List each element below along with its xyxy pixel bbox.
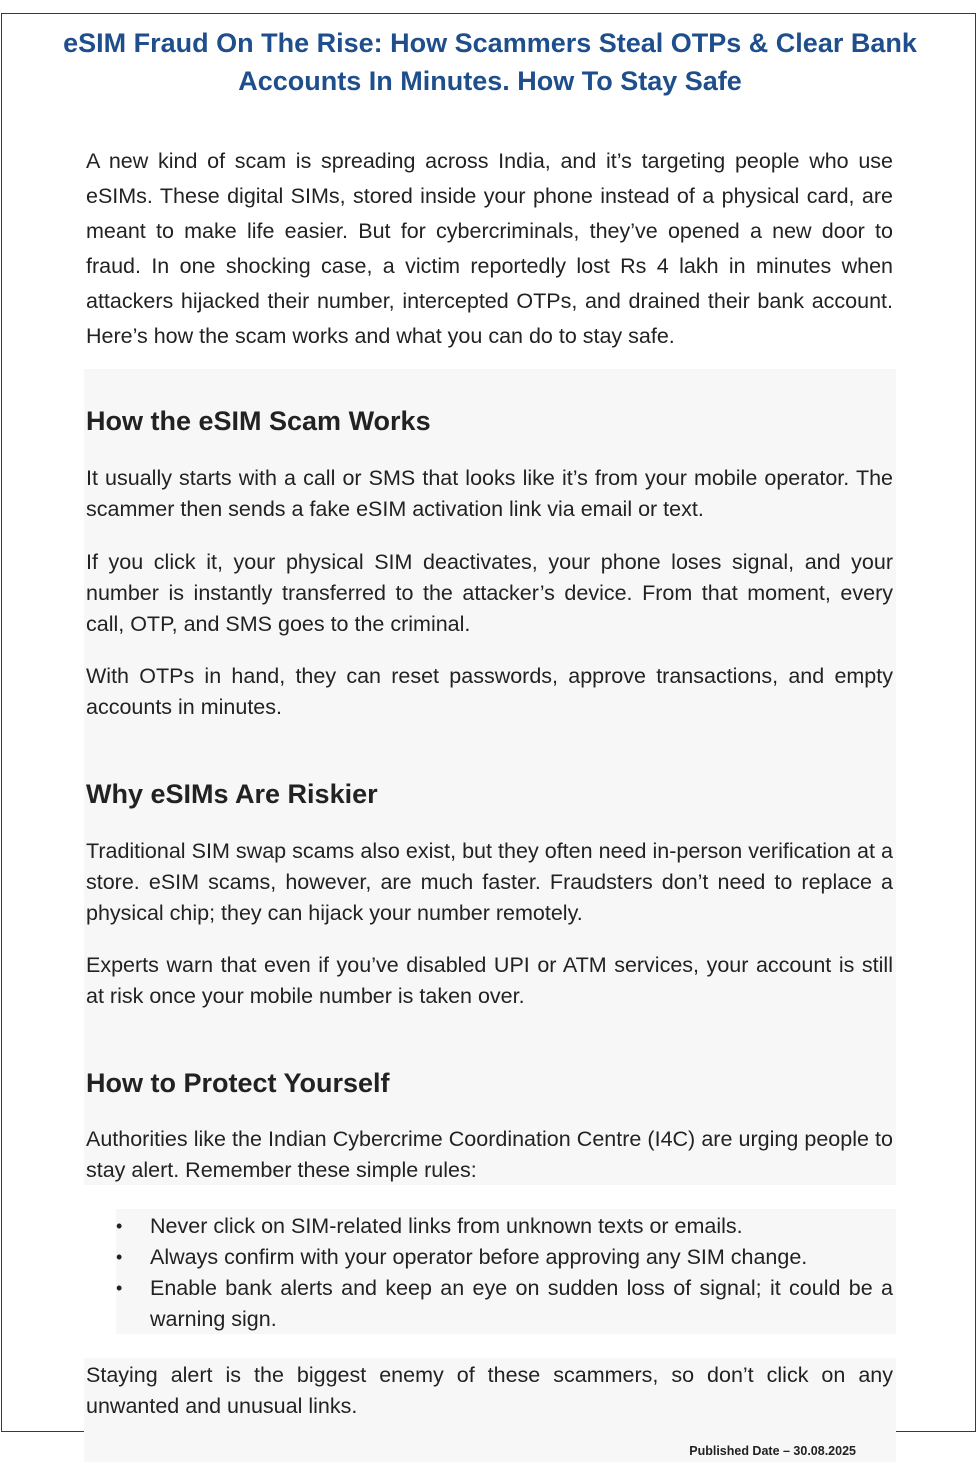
list-item bbox=[116, 1242, 893, 1273]
bullet-icon: • bbox=[116, 1247, 123, 1267]
section-protect-yourself bbox=[86, 1066, 893, 1100]
section-heading: How to Protect Yourself bbox=[86, 1068, 390, 1098]
bullet-icon: • bbox=[116, 1278, 123, 1298]
list-item-text: Always confirm with your operator before approving any SIM change. bbox=[150, 1245, 808, 1269]
section-heading: Why eSIMs Are Riskier bbox=[86, 779, 378, 809]
article-title: eSIM Fraud On The Rise: How Scammers Steal OTPs & Clear Bank Accounts In Minutes. How To Stay Safe bbox=[63, 28, 917, 96]
section-heading: How the eSIM Scam Works bbox=[86, 406, 431, 436]
section2-paragraph-2: Experts warn that even if you’ve disabled UPI or ATM services, your account is still at risk once your mobile number is taken over. bbox=[86, 953, 893, 1008]
section1-paragraph-3: With OTPs in hand, they can reset passwords, approve transactions, and empty accounts in minutes. bbox=[86, 664, 893, 719]
intro-paragraph: A new kind of scam is spreading across India, and it’s targeting people who use eSIMs. These digital SIMs, stored inside your phone instead of a physical card, are meant to make life easier. But for cybercriminals, they’ve opened a new door to fraud. In one shocking case, a victim reportedly lost Rs 4 lakh in minutes when attackers hijacked their number, intercepted OTPs, and drained their bank account. Here’s how the scam works and what you can do to stay safe. bbox=[86, 149, 893, 348]
section2-paragraph-1: Traditional SIM swap scams also exist, but they often need in-person verification at a store. eSIM scams, however, are much faster. Fraudsters don’t need to replace a physical chip; they can hijack your number remotely. bbox=[86, 839, 893, 925]
bullet-icon: • bbox=[116, 1216, 123, 1236]
list-item-text: Enable bank alerts and keep an eye on sudden loss of signal; it could be a warning sign. bbox=[150, 1276, 893, 1331]
section1-paragraph-1: It usually starts with a call or SMS that looks like it’s from your mobile operator. The scammer then sends a fake eSIM activation link via email or text. bbox=[86, 466, 893, 521]
section-why-riskier bbox=[86, 777, 893, 811]
section-how-scam-works bbox=[86, 404, 893, 438]
section1-paragraph-2: If you click it, your physical SIM deactivates, your phone loses signal, and your number is instantly transferred to the attacker’s device. From that moment, every call, OTP, and SMS goes to the criminal. bbox=[86, 550, 893, 636]
list-item bbox=[116, 1273, 893, 1335]
safety-rules-list bbox=[116, 1211, 893, 1335]
list-item-text: Never click on SIM-related links from unknown texts or emails. bbox=[150, 1214, 743, 1238]
section3-paragraph-1: Authorities like the Indian Cybercrime Coordination Centre (I4C) are urging people to stay alert. Remember these simple rules: bbox=[86, 1127, 893, 1182]
published-date: Published Date – 30.08.2025 bbox=[689, 1444, 856, 1458]
closing-paragraph: Staying alert is the biggest enemy of these scammers, so don’t click on any unwanted and unusual links. bbox=[86, 1363, 893, 1418]
list-item bbox=[116, 1211, 893, 1242]
